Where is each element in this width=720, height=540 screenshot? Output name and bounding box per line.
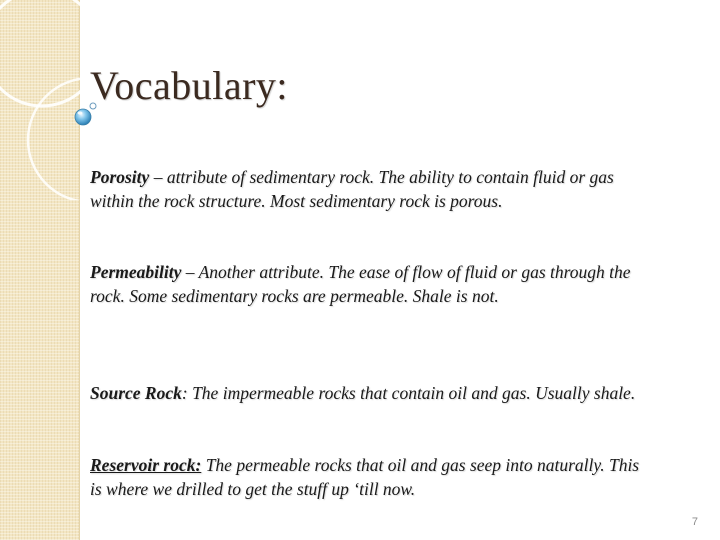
definition-text: Another attribute. The ease of flow of fluid or gas through the rock. Some sedimentary rocks are permeable. Shale is not. [90, 262, 631, 306]
definition-text: attribute of sedimentary rock. The ability to contain fluid or gas within the rock structure. Most sedimentary rock is porous. [90, 167, 614, 211]
term-label: Source Rock [90, 383, 182, 403]
term-label: Permeability [90, 262, 182, 282]
definition-text: The impermeable rocks that contain oil and gas. Usually shale. [192, 383, 636, 403]
term-separator: – [181, 262, 199, 282]
definition-source-rock [90, 381, 650, 405]
definition-text: The permeable rocks that oil and gas seep into naturally. This is where we drilled to get the stuff up ‘till now. [90, 455, 640, 499]
definition-reservoir-rock [90, 453, 650, 501]
slide-title: Vocabulary: [90, 63, 289, 108]
page-number: 7 [691, 516, 698, 528]
definition-permeability [90, 260, 650, 308]
term-separator: : [181, 383, 193, 403]
definition-porosity [90, 165, 650, 213]
circle-ring-icon [0, 0, 100, 106]
term-label: Reservoir rock: [90, 455, 202, 475]
large-bubble-icon [75, 109, 91, 125]
term-separator: – [149, 167, 167, 187]
term-label: Porosity [90, 167, 150, 187]
